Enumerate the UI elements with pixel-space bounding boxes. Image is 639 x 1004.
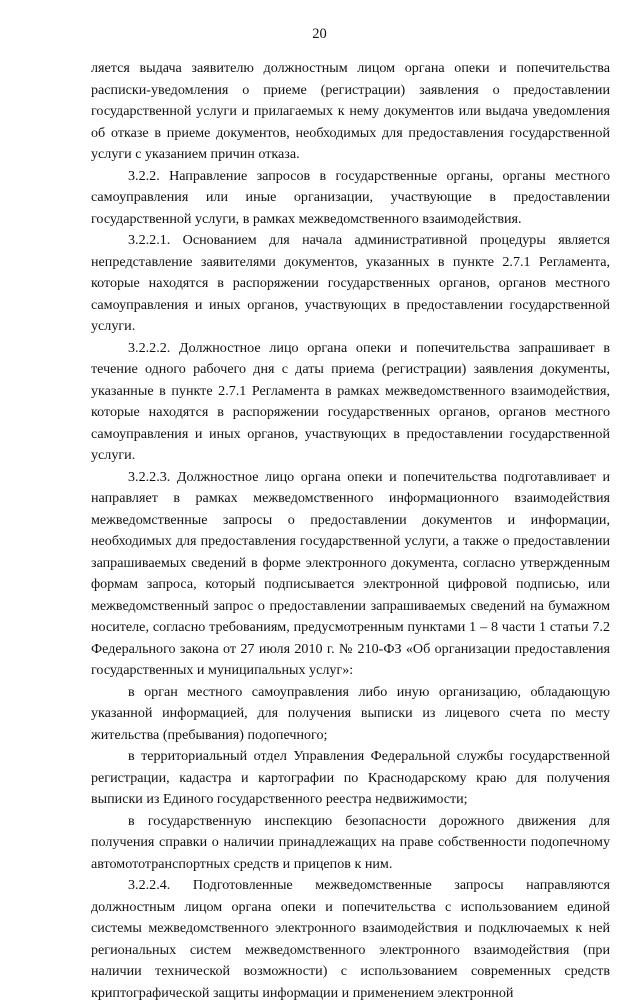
- paragraph-3-2-2-2: 3.2.2.2. Должностное лицо органа опеки и попечительства запрашивает в течение одного рабочего дня с даты приема (регистрации) заявления документы, указанные в пункте 2.7.1 Регламента в рамках межведомственного взаимодействия, которые находятся в распоряжении государственных органов, органов местного самоуправления и иных органов, участвующих в предоставлении государственной услуги.: [91, 339, 610, 463]
- list-item-local-government: в орган местного самоуправления либо иную организацию, обладающую указанной информацией, для получения выписки из лицевого счета по месту жительства (пребывания) подопечного;: [91, 683, 610, 743]
- paragraph-3-2-2-1: 3.2.2.1. Основанием для начала административной процедуры является непредставление заявителями документов, указанных в пункте 2.7.1 Регламента, которые находятся в распоряжении государственных органов, органов местного самоуправления и иных органов, участвующих в предоставлении государственной услуги.: [91, 232, 610, 334]
- paragraph-3-2-2-3: 3.2.2.3. Должностное лицо органа опеки и попечительства подготавливает и направляет в рамках межведомственного информационного взаимодействия межведомственные запросы о предоставлении документов и информации, необходимых для предоставления государственной услуги, а также о предоставлении запрашиваемых сведений в форме электронного документа, согласно утвержденным формам запроса, который подписывается электронной цифровой подписью, или межведомственный запрос о предоставлении запрашиваемых сведений на бумажном носителе, согласно требованиям, предусмотренным пунктами 1 – 8 части 1 статьи 7.2 Федерального закона от 27 июля 2010 г. № 210-ФЗ «Об организации предоставления государственных и муниципальных услуг»:: [91, 468, 610, 678]
- paragraph-3-2-2: 3.2.2. Направление запросов в государственные органы, органы местного самоуправления или иные организации, участвующие в предоставлении государственной услуги, в рамках межведомственного взаимодействия.: [91, 167, 610, 227]
- list-item-registration-service: в территориальный отдел Управления Федеральной службы государственной регистрации, кадастра и картографии по Краснодарскому краю для получения выписки из Единого государственного реестра недвижимости;: [91, 748, 610, 807]
- paragraph-3-2-2-4: 3.2.2.4. Подготовленные межведомственные запросы направляются должностным лицом органа опеки и попечительства с использованием единой системы межведомственного электронного взаимодействия и подключаемых к ней региональных систем межведомственного электронного взаимодействия (при наличии технической возможности) с использованием современных средств криптографической защиты информации и применением электронной: [91, 877, 610, 1001]
- list-item-traffic-inspection: в государственную инспекцию безопасности дорожного движения для получения справки о наличии принадлежащих на праве собственности подопечному автомототранспортных средств и прицепов к ним.: [91, 812, 610, 872]
- document-body: [91, 58, 610, 1004]
- page-number: 20: [312, 26, 327, 42]
- paragraph-continuation: ляется выдача заявителю должностным лицом органа опеки и попечительства расписки-уведомления о приеме (регистрации) заявления о предоставлении государственной услуги и прилагаемых к нему документов или выдача уведомления об отказе в приеме документов, необходимых для предоставления государственной услуги с указанием причин отказа.: [91, 60, 610, 162]
